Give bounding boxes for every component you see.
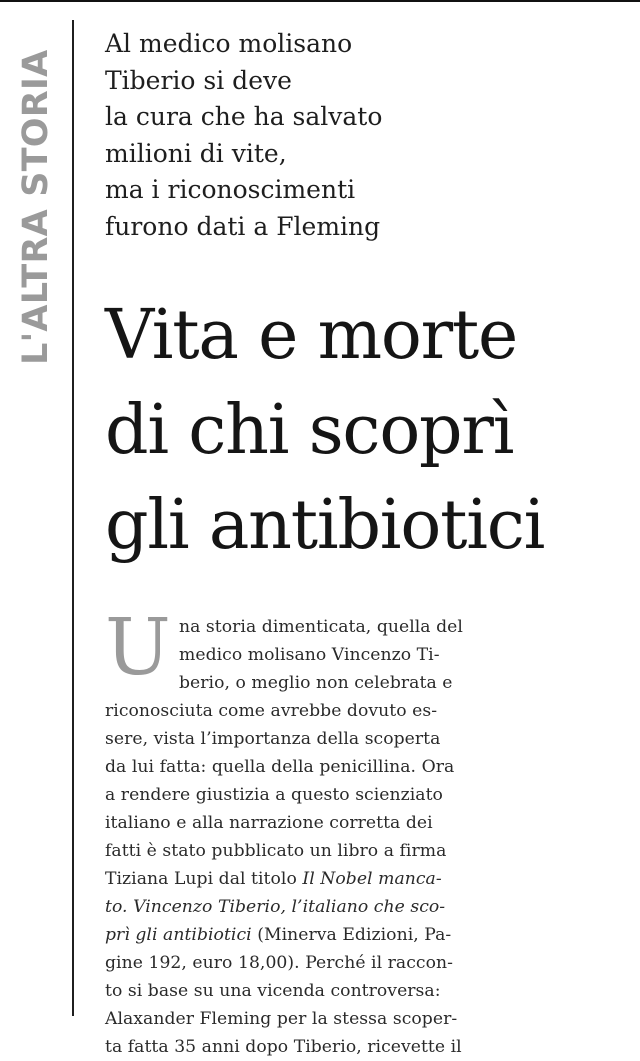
top-rule	[0, 0, 640, 2]
body-line: italiano e alla narrazione corretta dei	[105, 812, 433, 833]
body-text-fragment: Tiziana Lupi dal titolo	[105, 868, 303, 889]
article	[105, 26, 545, 1061]
body-line	[105, 865, 515, 893]
book-title-fragment: to. Vincenzo Tiberio, l’italiano che sco-	[105, 896, 446, 917]
body-line: da lui fatta: quella della penicillina. Ora	[105, 756, 455, 777]
body-line: na storia dimenticata, quella del	[179, 616, 463, 637]
subheadline-line: Tiberio si deve	[105, 65, 292, 95]
drop-cap: U	[105, 602, 171, 693]
body-line: a rendere giustizia a questo scienziato	[105, 784, 443, 805]
subheadline-line: Al medico molisano	[105, 29, 353, 58]
body-text-fragment: (Minerva Edizioni, Pa-	[251, 924, 452, 945]
headline-line: gli antibiotici	[105, 485, 545, 565]
subheadline-line: ma i riconoscimenti	[105, 175, 356, 205]
subheadline-line: milioni di vite,	[105, 138, 287, 168]
body-line	[105, 893, 515, 921]
body-line: riconosciuta come avrebbe dovuto es-	[105, 700, 438, 721]
subheadline-line: la cura che ha salvato	[105, 102, 383, 132]
body-line: medico molisano Vincenzo Ti-	[179, 644, 440, 665]
headline-line: Vita e morte	[105, 295, 518, 375]
body-line: ta fatta 35 anni dopo Tiberio, ricevette il	[105, 1036, 462, 1057]
body-line	[105, 921, 515, 949]
body-line: to si base su una vicenda controversa:	[105, 980, 441, 1001]
body-line: Alaxander Fleming per la stessa scoper-	[105, 1008, 458, 1029]
body-line: berio, o meglio non celebrata e	[179, 672, 453, 693]
vertical-divider	[72, 20, 74, 1016]
body-line: fatti è stato pubblicato un libro a firma	[105, 840, 447, 861]
body-line: sere, vista l’importanza della scoperta	[105, 728, 441, 749]
body-line: gine 192, euro 18,00). Perché il raccon-	[105, 952, 453, 973]
section-sidebar	[0, 0, 92, 1016]
headline-line: di chi scoprì	[105, 390, 514, 470]
book-title-fragment: prì gli antibiotici	[105, 924, 252, 945]
book-title-fragment: Il Nobel manca-	[302, 868, 442, 889]
article-body	[105, 602, 515, 1061]
section-label: L'ALTRA STORIA	[16, 49, 56, 365]
headline	[105, 288, 545, 573]
subheadline	[105, 26, 445, 246]
subheadline-line: furono dati a Fleming	[105, 211, 381, 241]
